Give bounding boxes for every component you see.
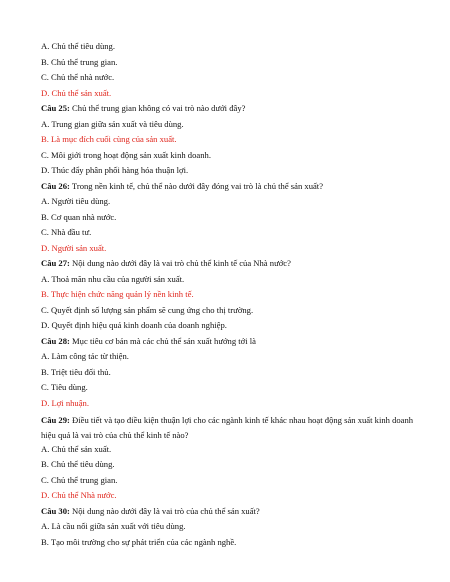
answer-option-correct: B. Thực hiện chức năng quản lý nền kinh tế. bbox=[41, 289, 194, 299]
answer-option-correct: D. Lợi nhuận. bbox=[41, 398, 89, 408]
question-line bbox=[41, 181, 426, 191]
answer-option-correct: D. Chủ thể Nhà nước. bbox=[41, 490, 117, 500]
answer-option: B. Chủ thể trung gian. bbox=[41, 57, 118, 67]
answer-option: A. Người tiêu dùng. bbox=[41, 196, 111, 206]
answer-option-correct: D. Chủ thể sản xuất. bbox=[41, 88, 112, 98]
answer-option: C. Tiêu dùng. bbox=[41, 382, 88, 392]
answer-option: C. Quyết định số lượng sản phẩm sẽ cung ứng cho thị trường. bbox=[41, 305, 254, 315]
question-line bbox=[41, 336, 426, 346]
answer-option: A. Thoả mãn nhu cầu của người sản xuất. bbox=[41, 274, 185, 284]
question-number: Câu 26: bbox=[41, 181, 70, 191]
answer-option: D. Quyết định hiệu quả kinh doanh của doanh nghiệp. bbox=[41, 320, 227, 330]
answer-option: B. Chủ thể tiêu dùng. bbox=[41, 459, 115, 469]
answer-option: B. Cơ quan nhà nước. bbox=[41, 212, 117, 222]
question-text: Nội dung nào dưới đây là vai trò của chủ thể sản xuất? bbox=[69, 506, 260, 516]
question-line bbox=[41, 413, 426, 444]
question-number: Câu 25: bbox=[41, 103, 70, 113]
answer-option: A. Chủ thể tiêu dùng. bbox=[41, 41, 115, 51]
answer-option: A. Chủ thể sản xuất. bbox=[41, 444, 112, 454]
question-text: Trong nền kinh tế, chủ thể nào dưới đây đóng vai trò là chủ thể sản xuất? bbox=[69, 181, 324, 191]
answer-option: A. Làm công tác từ thiện. bbox=[41, 351, 129, 361]
question-line bbox=[41, 506, 426, 516]
answer-option: A. Trung gian giữa sản xuất và tiêu dùng. bbox=[41, 119, 184, 129]
question-text: Điều tiết và tạo điều kiện thuận lợi cho các ngành kinh tế khác nhau hoạt động sản xuất kinh doanh hiệu quả là vai trò của chủ thể kinh tế nào? bbox=[41, 415, 414, 441]
question-number: Câu 29: bbox=[41, 415, 70, 425]
question-text: Mục tiêu cơ bản mà các chủ thể sản xuất hướng tới là bbox=[69, 336, 256, 346]
answer-option-correct: B. Là mục đích cuối cùng của sản xuất. bbox=[41, 134, 177, 144]
question-number: Câu 30: bbox=[41, 506, 70, 516]
question-line bbox=[41, 103, 426, 113]
answer-option: B. Triệt tiêu đối thủ. bbox=[41, 367, 111, 377]
question-number: Câu 27: bbox=[41, 258, 70, 268]
question-line bbox=[41, 258, 426, 268]
question-text: Chủ thể trung gian không có vai trò nào dưới đây? bbox=[69, 103, 246, 113]
answer-option: C. Môi giới trong hoạt động sản xuất kinh doanh. bbox=[41, 150, 211, 160]
answer-option: C. Nhà đầu tư. bbox=[41, 227, 92, 237]
answer-option: B. Tạo môi trường cho sự phát triển của các ngành nghề. bbox=[41, 537, 237, 547]
answer-option: A. Là cầu nối giữa sản xuất với tiêu dùng. bbox=[41, 521, 186, 531]
question-text: Nội dung nào dưới đây là vai trò chủ thể kinh tế của Nhà nước? bbox=[69, 258, 291, 268]
question-number: Câu 28: bbox=[41, 336, 70, 346]
answer-option-correct: D. Người sản xuất. bbox=[41, 243, 107, 253]
answer-option: C. Chủ thể trung gian. bbox=[41, 475, 118, 485]
answer-option: C. Chủ thể nhà nước. bbox=[41, 72, 115, 82]
answer-option: D. Thúc đẩy phân phối hàng hóa thuận lợi. bbox=[41, 165, 189, 175]
